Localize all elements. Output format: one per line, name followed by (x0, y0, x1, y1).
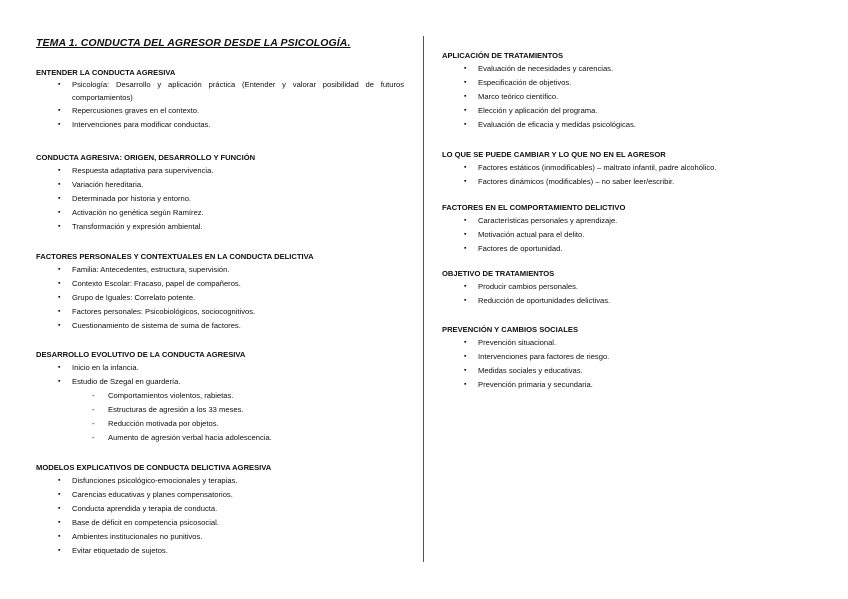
list-item: ▪ Inicio en la infancia. (36, 361, 408, 375)
list-item: ▪ Prevención primaria y secundaria. (442, 378, 822, 392)
section-prevencion (442, 324, 822, 392)
list-item: ▪ Psicología: Desarrollo y aplicación práctica (Entender y valorar posibilidad de futuros comportamientos) (36, 79, 408, 104)
list-item: ▪ Contexto Escolar: Fracaso, papel de compañeros. (36, 277, 408, 291)
list-item: ▪ Medidas sociales y educativas. (442, 364, 822, 378)
list-item: ▪ Variación hereditaria. (36, 178, 408, 192)
column-divider (423, 36, 424, 562)
bullet-list (36, 164, 408, 234)
list-item: ▪ Respuesta adaptativa para supervivencia. (36, 164, 408, 178)
document-title: TEMA 1. CONDUCTA DEL AGRESOR DESDE LA PSICOLOGÍA. (36, 37, 351, 49)
section-origen (36, 152, 408, 234)
section-heading: DESARROLLO EVOLUTIVO DE LA CONDUCTA AGRESIVA (36, 350, 246, 359)
list-item: ▪ Determinada por historia y entorno. (36, 192, 408, 206)
list-item: ▪ Intervenciones para factores de riesgo. (442, 350, 822, 364)
list-item: ▪ Evaluación de eficacia y medidas psicológicas. (442, 118, 822, 132)
section-heading: FACTORES PERSONALES Y CONTEXTUALES EN LA CONDUCTA DELICTIVA (36, 252, 314, 261)
list-item: ▪ Cuestionamiento de sistema de suma de factores. (36, 319, 408, 333)
section-heading: APLICACIÓN DE TRATAMIENTOS (442, 51, 564, 60)
bullet-list (36, 263, 408, 333)
list-item: ▪ Marco teórico científico. (442, 90, 822, 104)
list-item: ▪ Reducción de oportunidades delictivas. (442, 294, 822, 308)
list-item: ▪ Familia: Antecedentes, estructura, supervisión. (36, 263, 408, 277)
bullet-list (442, 336, 822, 392)
list-item: ▪ Factores dinámicos (modificables) – no saber leer/escribir. (442, 175, 822, 189)
section-factores-personales (36, 251, 408, 333)
section-heading: CONDUCTA AGRESIVA: ORIGEN, DESARROLLO Y FUNCIÓN (36, 153, 256, 162)
section-cambiar (442, 149, 822, 189)
section-heading: FACTORES EN EL COMPORTAMIENTO DELICTIVO (442, 203, 626, 212)
bullet-list (36, 79, 408, 132)
sub-list-item: - Reducción motivada por objetos. (36, 417, 408, 431)
bullet-list (442, 62, 822, 132)
sub-list-item: - Aumento de agresión verbal hacia adolescencia. (36, 431, 408, 445)
list-item: ▪ Factores de oportunidad. (442, 242, 822, 256)
list-item: ▪ Ambientes institucionales no punitivos. (36, 530, 408, 544)
list-item: ▪ Intervenciones para modificar conductas. (36, 118, 408, 132)
list-item: ▪ Base de déficit en competencia psicosocial. (36, 516, 408, 530)
list-item: ▪ Prevención situacional. (442, 336, 822, 350)
section-heading: PREVENCIÓN Y CAMBIOS SOCIALES (442, 325, 579, 334)
section-entender (36, 67, 408, 132)
list-item: ▪ Repercusiones graves en el contexto. (36, 104, 408, 118)
list-item: ▪ Carencias educativas y planes compensatorios. (36, 488, 408, 502)
bullet-list (442, 280, 822, 308)
section-heading: MODELOS EXPLICATIVOS DE CONDUCTA DELICTIVA AGRESIVA (36, 463, 272, 472)
list-item: ▪ Características personales y aprendizaje. (442, 214, 822, 228)
list-item: ▪ Especificación de objetivos. (442, 76, 822, 90)
section-aplicacion (442, 50, 822, 132)
bullet-list (442, 214, 822, 256)
list-item: ▪ Disfunciones psicológico-emocionales y terapias. (36, 474, 408, 488)
list-item: ▪ Activación no genética según Ramírez. (36, 206, 408, 220)
section-objetivo (442, 268, 822, 308)
list-item: ▪ Conducta aprendida y terapia de conducta. (36, 502, 408, 516)
sub-list-item: - Estructuras de agresión a los 33 meses. (36, 403, 408, 417)
sub-list (36, 389, 408, 445)
bullet-list (36, 474, 408, 558)
section-heading: LO QUE SE PUEDE CAMBIAR Y LO QUE NO EN EL AGRESOR (442, 150, 666, 159)
sub-list-item: - Comportamientos violentos, rabietas. (36, 389, 408, 403)
list-item: ▪ Motivación actual para el delito. (442, 228, 822, 242)
section-desarrollo (36, 349, 408, 445)
list-item: ▪ Producir cambios personales. (442, 280, 822, 294)
list-item: ▪ Transformación y expresión ambiental. (36, 220, 408, 234)
bullet-list (442, 161, 822, 189)
section-factores-comportamiento (442, 202, 822, 256)
section-modelos (36, 462, 408, 558)
section-heading: OBJETIVO DE TRATAMIENTOS (442, 269, 555, 278)
list-item: ▪ Evitar etiquetado de sujetos. (36, 544, 408, 558)
section-heading: ENTENDER LA CONDUCTA AGRESIVA (36, 68, 176, 77)
list-item: ▪ Grupo de Iguales: Correlato potente. (36, 291, 408, 305)
list-item: ▪ Estudio de Szegal en guardería. (36, 375, 408, 389)
list-item: ▪ Factores personales: Psicobiológicos, sociocognitivos. (36, 305, 408, 319)
list-item: ▪ Factores estáticos (inmodificables) – maltrato infantil, padre alcohólico. (442, 161, 822, 175)
list-item: ▪ Evaluación de necesidades y carencias. (442, 62, 822, 76)
list-item: ▪ Elección y aplicación del programa. (442, 104, 822, 118)
bullet-list (36, 361, 408, 389)
